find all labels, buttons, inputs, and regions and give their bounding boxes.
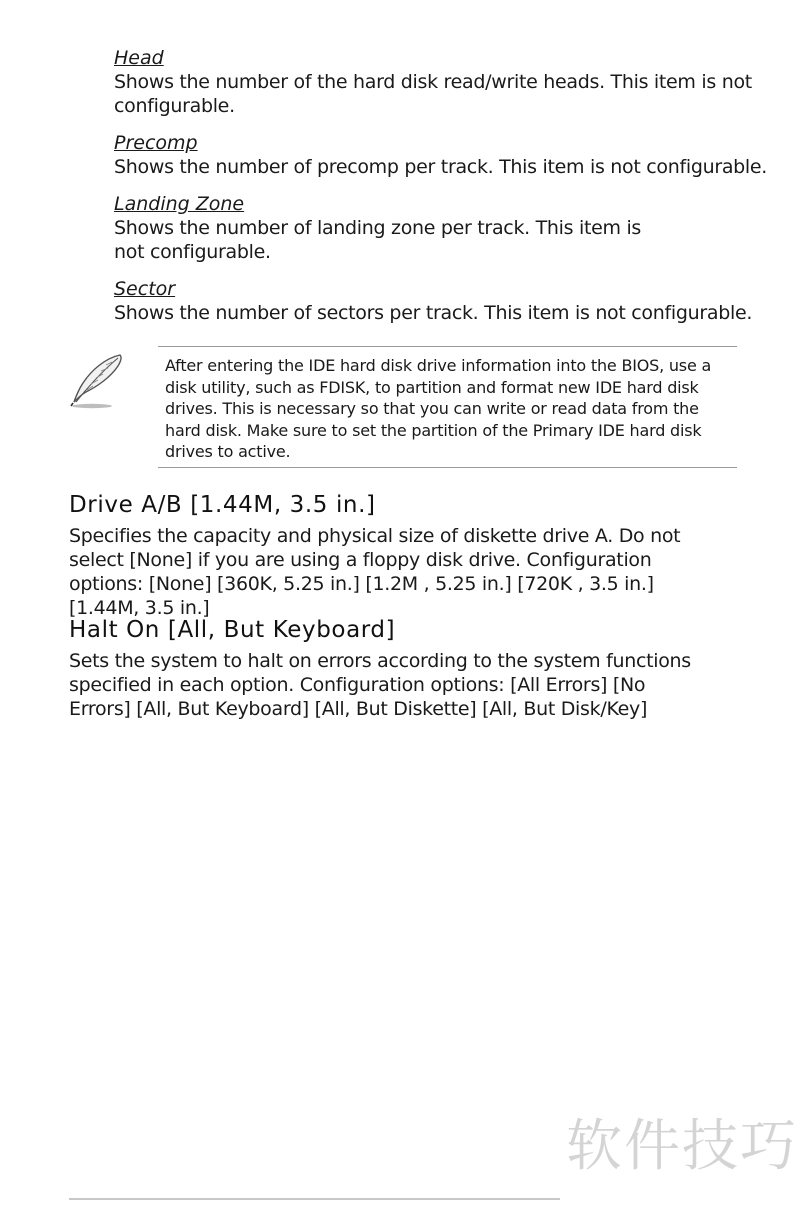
item-description: Shows the number of landing zone per track. This item is not configurable. bbox=[114, 217, 642, 263]
section-heading: Drive A/B [1.44M, 3.5 in.] bbox=[69, 492, 376, 518]
item-title: Precomp bbox=[114, 132, 198, 154]
item-head bbox=[114, 46, 754, 118]
feather-pen-icon bbox=[66, 352, 128, 410]
item-title: Landing Zone bbox=[114, 193, 245, 215]
watermark: 软件技巧 bbox=[566, 1114, 798, 1179]
note-text: After entering the IDE hard disk drive information into the BIOS, use a disk utility, such as FDISK, to partition and format new IDE hard disk drives. This is necessary so that you can write or read data from the hard disk. Make sure to set the partition of the Primary IDE hard disk drives to active. bbox=[165, 356, 712, 461]
section-body: Sets the system to halt on errors according to the system functions specified in each option. Configuration options: [All Errors] [No Errors] [All, But Keyboard] [All, But Diskette] [All, But Disk/Key] bbox=[69, 650, 691, 720]
section-drive-ab bbox=[69, 490, 769, 620]
item-sector bbox=[114, 277, 754, 325]
item-description: Shows the number of the hard disk read/write heads. This item is not configurable. bbox=[114, 71, 752, 117]
item-landing-zone bbox=[114, 192, 674, 264]
section-halt-on bbox=[69, 615, 769, 721]
item-precomp bbox=[114, 131, 768, 179]
section-body: Specifies the capacity and physical size of diskette drive A. Do not select [None] if you are using a floppy disk drive. Configuration options: [None] [360K, 5.25 in.] [1.2M , 5.25 in.] [720K , 3.5 in.] [1.44M, 3.5 in.] bbox=[69, 525, 681, 619]
footer-divider bbox=[69, 1198, 560, 1200]
item-title: Sector bbox=[114, 278, 176, 300]
item-description: Shows the number of precomp per track. This item is not configurable. bbox=[114, 156, 768, 178]
note-box bbox=[158, 346, 737, 468]
item-title: Head bbox=[114, 47, 164, 69]
section-heading: Halt On [All, But Keyboard] bbox=[69, 617, 396, 643]
item-description: Shows the number of sectors per track. This item is not configurable. bbox=[114, 302, 753, 324]
